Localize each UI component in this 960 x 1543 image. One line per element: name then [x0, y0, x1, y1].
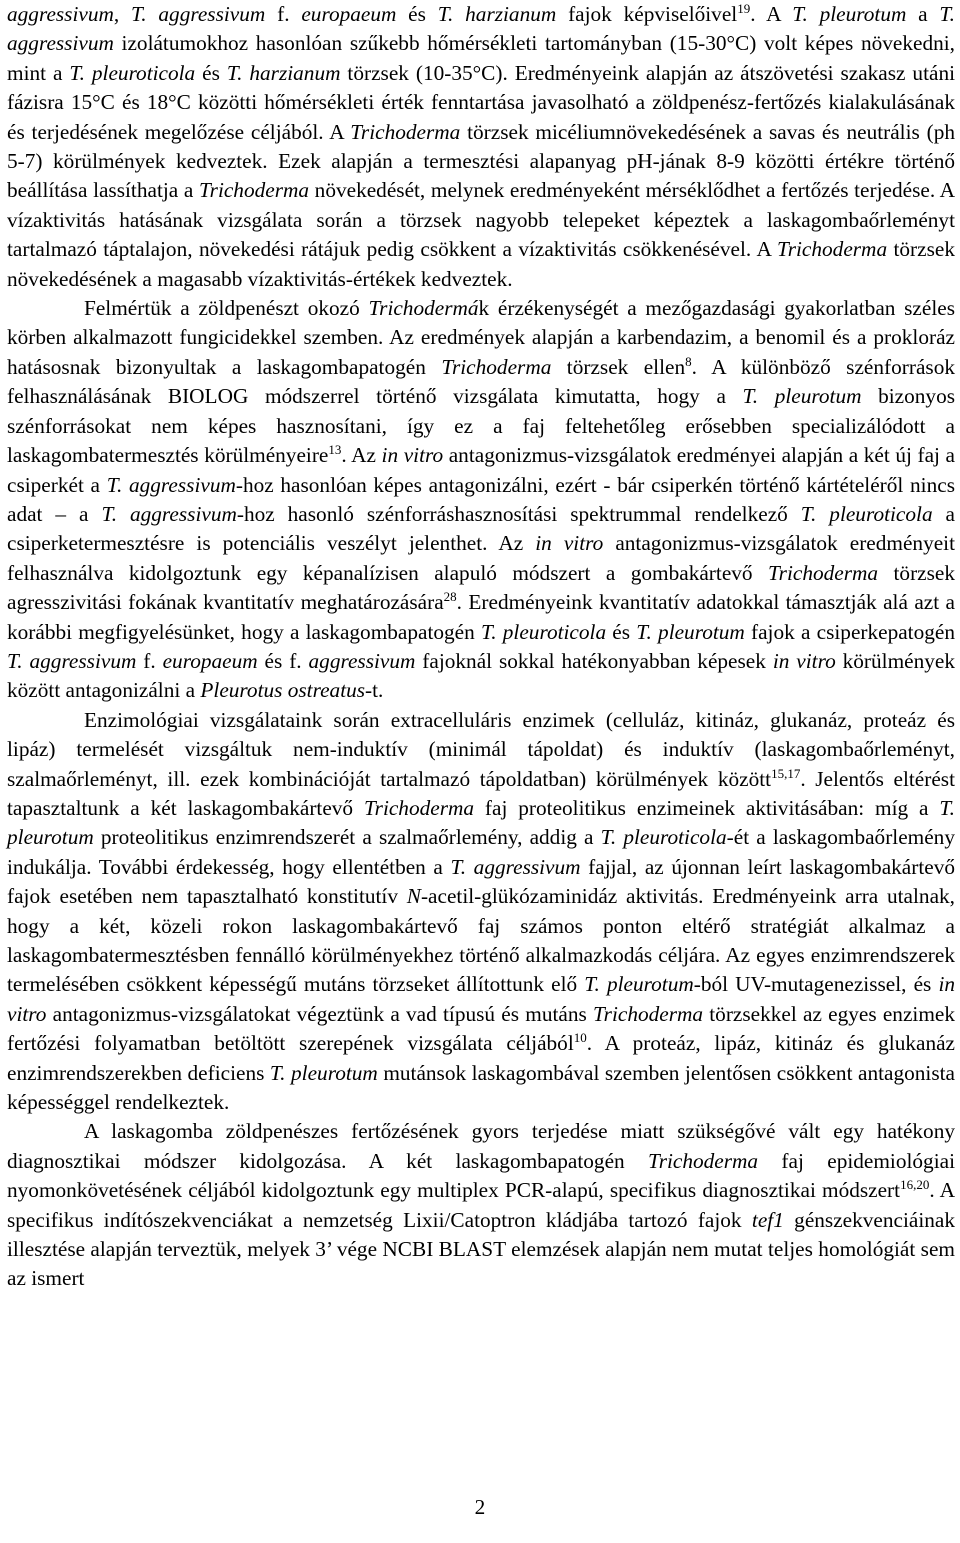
text-run: törzsek agresszivitási fokának kvantitatív meghatározására	[7, 560, 956, 615]
text-run: antagonizmus-vizsgálatokat végeztünk a vad típusú és mutáns	[46, 1001, 593, 1026]
text-run: törzsek növekedésének a magasabb vízaktivitás-értékek kedveztek.	[7, 237, 955, 291]
italic-term: aggressivum	[7, 2, 114, 26]
text-run: Enzimológiai vizsgálataink során extracelluláris enzimek (celluláz, kitináz, glukanáz, proteáz és lipáz) termelését vizsgáltuk nem-induktív (minimál tápoldat) és induktív (laskagombaőrleményt, szalmaőrleményt, ill. ezek kombinációját tartalmazó tápoldatban) körülmények között	[7, 707, 955, 791]
text-run: -ból UV-mutagenezissel, és	[693, 972, 939, 997]
italic-term: T. pleurotum	[7, 795, 955, 850]
text-run: f.	[265, 2, 302, 26]
text-run: . Az	[341, 443, 382, 468]
text-run: körülmények között antagonizálni a	[7, 648, 955, 703]
italic-term: T. aggressivum	[7, 2, 956, 56]
italic-term: T. aggressivum	[106, 472, 236, 497]
italic-term: T. pleuroticola	[800, 501, 933, 526]
italic-term: aggressivum	[308, 648, 416, 673]
text-run: faj proteolitikus enzimeinek aktivitásában: míg a	[474, 795, 940, 820]
text-run: -hoz hasonló szénforráshasznosítási spektrummal rendelkező	[236, 501, 801, 526]
reference-superscript: 28	[443, 589, 457, 605]
italic-term: T. pleurotum	[636, 619, 745, 644]
italic-term: in vitro	[772, 648, 836, 673]
text-run: -hoz hasonlóan képes antagonizálni, ezért - bár csiperkén történő kártételéről nincs adat – a	[7, 472, 955, 526]
text-run: és	[195, 60, 227, 85]
italic-term: Trichoderma	[648, 1148, 759, 1173]
italic-term: T. aggressivum	[7, 648, 137, 673]
body-text	[7, 0, 955, 1294]
reference-superscript: 10	[573, 1030, 587, 1046]
text-run: izolátumokhoz hasonlóan szűkebb hőmérsékleti tartományban (15-30°C) volt képes növekedni, mint a	[7, 31, 955, 85]
paragraph	[7, 706, 955, 1118]
italic-term: T. harzianum	[226, 60, 341, 85]
italic-term: Trichoderma	[441, 354, 552, 379]
reference-superscript: 8	[685, 353, 692, 369]
text-run: . A specifikus indítószekvenciákat a nemzetség Lixii/Catoptron kládjába tartozó fajok	[7, 1178, 955, 1232]
text-run: Felmértük a zöldpenészt okozó	[84, 296, 369, 321]
text-run: és	[396, 2, 438, 26]
text-run: . A különböző szénforrások felhasználásának BIOLOG módszerrel történő vizsgálata kimutatta, hogy a	[7, 354, 955, 409]
italic-term: Trichoderma	[350, 119, 461, 144]
text-run: a	[906, 2, 940, 26]
italic-term: T. aggressivum	[101, 501, 237, 526]
reference-superscript: 13	[328, 442, 342, 457]
reference-superscript: 19	[737, 0, 751, 16]
text-run: törzsek ellen	[551, 354, 686, 379]
paragraph	[7, 0, 955, 294]
italic-term: T. pleurotum	[269, 1060, 378, 1085]
italic-term: Trichoderma	[593, 1001, 704, 1026]
italic-term: europaeum	[162, 648, 258, 673]
italic-term: europaeum	[301, 2, 397, 26]
italic-term: in vitro	[7, 972, 956, 1026]
text-run: A laskagomba zöldpenészes fertőzésének gyors terjedése miatt szükségővé vált egy hatékony diagnosztikai módszer kidolgozása. A két laskagombapatogén	[7, 1119, 955, 1173]
reference-superscript: 16,20	[900, 1177, 930, 1193]
italic-term: Pleurotus ostreatus	[200, 678, 366, 703]
italic-term: Trichoderma	[198, 178, 310, 203]
text-run: fajok a csiperkepatogén	[744, 619, 956, 644]
italic-term: T. pleuroticola	[600, 825, 727, 850]
text-run: fajok képviselőivel	[556, 2, 738, 26]
italic-term: T. harzianum	[437, 2, 557, 26]
text-run: . A proteáz, lipáz, kitináz és glukanáz enzimrendszerekben deficiens	[7, 1031, 956, 1085]
document-page	[7, 0, 955, 1294]
paragraph	[7, 294, 955, 706]
italic-term: T. aggressivum	[131, 2, 266, 26]
italic-term: tef1	[751, 1207, 784, 1232]
italic-term: in vitro	[381, 443, 444, 468]
text-run: . Eredményeink kvantitatív adatokkal támasztják alá azt a korábbi megfigyelésünket, hogy a laskagombapatogén	[7, 590, 955, 644]
text-run: k érzékenységét a mezőgazdasági gyakorlatban széles körben alkalmazott fungicidekkel szemben. Az eredmények alapján a karbendazim, a benomil és a prokloráz hatásosnak bizonyultak a laskagombapatogén	[7, 296, 955, 379]
text-run: . A	[750, 2, 793, 26]
italic-term: T. aggressivum	[450, 854, 581, 879]
text-run: faj epidemiológiai nyomonkövetésének céljából kidolgoztunk egy multiplex PCR-alapú, specifikus diagnosztikai módszert	[7, 1148, 955, 1203]
italic-term: N	[406, 884, 421, 909]
italic-term: T. pleurotum	[792, 2, 907, 26]
text-run: proteolitikus enzimrendszerét a szalmaőrlemény, addig a	[93, 825, 601, 850]
text-run: f.	[136, 648, 163, 673]
italic-term: T. pleurotum	[742, 384, 862, 409]
text-run: növekedését, melynek eredményeként mérséklődhet a fertőzés terjedése. A vízaktivitás hatásának vizsgálata során a törzsek nagyobb telepeket képeztek a laskagombaőrleményt tartalmazó táptalajon, növekedési rátájuk pedig csökkent a vízaktivitás csökkenésével. A	[7, 178, 955, 262]
italic-term: T. pleuroticola	[480, 619, 607, 644]
italic-term: T. pleurotum	[584, 972, 694, 997]
text-run: fajjal, az újonnan leírt laskagombakártevő fajok esetében nem tapasztalható konstitutív	[7, 854, 956, 909]
text-run: és	[606, 619, 637, 644]
page-number: 2	[474, 1495, 486, 1519]
text-run: . Jelentős eltérést tapasztaltunk a két laskagombakártevő	[7, 766, 956, 820]
text-run: fajoknál sokkal hatékonyabban képesek	[415, 648, 773, 673]
text-run: mutánsok laskagombával szemben jelentősen csökkent antagonista képességgel rendelkeztek.	[7, 1060, 956, 1115]
reference-superscript: 15,17	[771, 765, 801, 781]
italic-term: T. pleuroticola	[69, 60, 196, 85]
text-run: -acetil-glükózaminidáz aktivitás. Eredményeink arra utalnak, hogy a két, közeli rokon laskagombakártevő faj számos ponton eltérő stratégiát alkalmaz a laskagombatermesztésben fennálló körülményekhez történő alkalmazkodás céljára. Az egyes enzimrendszerek termelésében csökkent képességű mutáns törzseket állítottunk elő	[7, 884, 955, 997]
italic-term: Trichoderma	[363, 795, 475, 820]
text-run: antagonizmus-vizsgálatok eredményei alapján a két új faj a csiperkét a	[7, 443, 955, 497]
text-run: -ét a laskagombaőrlemény indukálja. További érdekesség, hogy ellentétben a	[7, 825, 955, 879]
text-run: és f.	[257, 648, 309, 673]
italic-term: Trichoderma	[768, 560, 879, 585]
text-run: antagonizmus-vizsgálatok eredményeit felhasználva kidolgoztunk egy képanalízisen alapuló módszert a gombakártevő	[7, 531, 955, 585]
text-run: a csiperketermesztésre is potenciális veszélyt jelenthet. Az	[7, 501, 956, 556]
italic-term: Trichodermá	[368, 296, 479, 321]
text-run: törzsek micéliumnövekedésének a savas és neutrális (ph 5-7) körülmények kedveztek. Ezek alapján a termesztési alapanyag pH-jának 8-9 közötti értékre történő beállítása lassíthatja a	[7, 119, 955, 203]
text-run: törzsekkel az egyes enzimek fertőzési folyamatban betöltött szerepének vizsgálata céljából	[7, 1001, 955, 1056]
italic-term: in vitro	[535, 531, 604, 556]
italic-term: Trichoderma	[777, 237, 888, 262]
text-run: génszekvenciáinak illesztése alapján terveztük, melyek 3’ vége NCBI BLAST elemzések alapján nem mutat teljes homológiát sem az ismert	[7, 1207, 955, 1291]
text-run: bizonyos szénforrásokat nem képes hasznosítani, így ez a faj feltehetőleg erősebben specializálódott a laskagombatermesztés körülményeire	[7, 384, 955, 468]
text-run: -t.	[365, 678, 384, 703]
paragraph	[7, 1117, 955, 1293]
text-run: törzsek (10-35°C). Eredményeink alapján az átszövetési szakasz utáni fázisra 15°C és 18°C közötti hőmérsékleti érték fenntartása javasolható a zöldpenész-fertőzés kialakulásának és terjedésének megelőzése céljából. A	[7, 60, 956, 144]
text-run: ,	[113, 2, 132, 26]
